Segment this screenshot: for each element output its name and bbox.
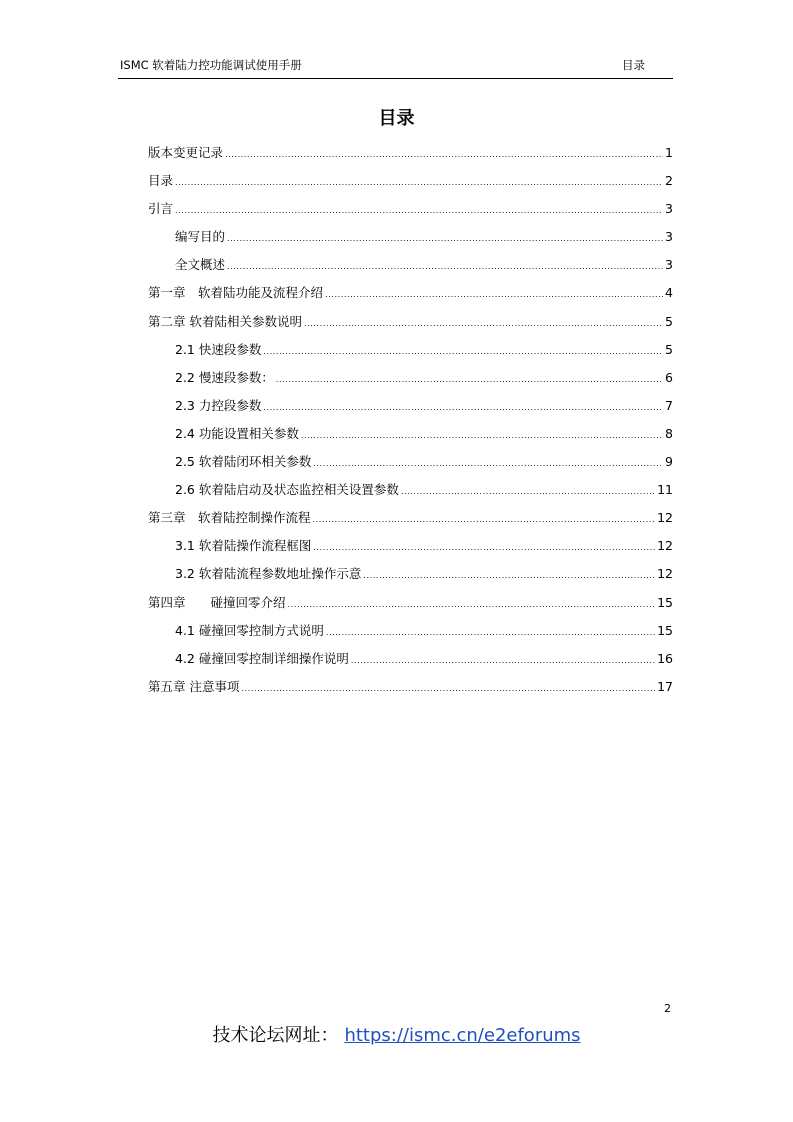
toc-entry[interactable] (148, 621, 673, 649)
toc-entry-label: 第二章 软着陆相关参数说明 (148, 313, 302, 329)
toc-dot-leader (225, 145, 663, 165)
toc-entry-page: 11 (657, 482, 673, 498)
toc-entry-label: 4.1 碰撞回零控制方式说明 (175, 622, 324, 638)
forum-link[interactable]: https://ismc.cn/e2eforums (344, 1025, 581, 1046)
toc-entry-label: 2.3 力控段参数 (175, 397, 262, 413)
toc-dot-leader (227, 229, 663, 249)
toc-dot-leader (313, 454, 663, 474)
toc-entry-page: 8 (665, 425, 673, 441)
toc-entry[interactable] (148, 396, 673, 424)
toc-entry-page: 15 (657, 594, 673, 610)
toc-entry[interactable] (148, 255, 673, 283)
toc-dot-leader (288, 595, 656, 615)
toc-entry[interactable] (148, 536, 673, 564)
toc-entry[interactable] (148, 508, 673, 536)
toc-entry-label: 第四章 碰撞回零介绍 (148, 594, 286, 610)
toc-entry-page: 12 (657, 566, 673, 582)
header-document-title: ISMC 软着陆力控功能调试使用手册 (120, 58, 302, 72)
toc-dot-leader (175, 201, 663, 221)
toc-dot-leader (326, 623, 655, 643)
toc-entry-page: 1 (665, 145, 673, 160)
toc-dot-leader (241, 679, 655, 699)
toc-dot-leader (313, 538, 655, 558)
toc-entry[interactable] (148, 199, 673, 227)
toc-entry-page: 6 (665, 369, 673, 385)
toc-dot-leader (227, 257, 663, 277)
toc-entry[interactable] (148, 312, 673, 340)
toc-entry-label: 第一章 软着陆功能及流程介绍 (148, 285, 324, 301)
toc-entry-page: 16 (657, 650, 673, 666)
toc-entry[interactable] (148, 424, 673, 452)
toc-dot-leader (401, 482, 655, 502)
toc-entry-label: 第五章 注意事项 (148, 678, 240, 694)
toc-entry-page: 9 (665, 454, 673, 470)
footer (0, 1021, 793, 1047)
toc-entry-label: 引言 (148, 201, 174, 217)
toc-entry-page: 5 (665, 313, 673, 329)
toc-dot-leader (351, 651, 655, 671)
toc-entry[interactable] (148, 480, 673, 508)
toc-entry-label: 2.6 软着陆启动及状态监控相关设置参数 (175, 482, 399, 498)
toc-entry[interactable] (148, 171, 673, 199)
toc-entry-page: 3 (665, 229, 673, 245)
toc-entry-label: 3.1 软着陆操作流程框图 (175, 538, 312, 554)
toc-dot-leader (363, 566, 655, 586)
toc-entry-label: 2.1 快速段参数 (175, 341, 262, 357)
page-header (118, 56, 673, 79)
toc-entry-label: 2.2 慢速段参数： (175, 369, 274, 385)
toc-entry-page: 2 (665, 173, 673, 189)
toc-entry-page: 17 (657, 678, 673, 694)
toc-dot-leader (304, 314, 663, 334)
toc-dot-leader (325, 285, 663, 305)
toc-entry-page: 12 (657, 510, 673, 526)
toc-entry-page: 3 (665, 257, 673, 273)
toc-entry-page: 15 (657, 622, 673, 638)
toc-dot-leader (276, 370, 663, 390)
toc-dot-leader (301, 426, 663, 446)
toc-entry[interactable] (148, 143, 673, 171)
toc-entry-label: 全文概述 (175, 257, 226, 273)
toc-entry-label: 编写目的 (175, 229, 226, 245)
footer-label: 技术论坛网址： (212, 1025, 339, 1046)
toc-entry[interactable] (148, 564, 673, 592)
toc-entry-label: 2.4 功能设置相关参数 (175, 425, 299, 441)
toc-entry-page: 5 (665, 341, 673, 357)
toc-dot-leader (263, 342, 663, 362)
toc-dot-leader (313, 510, 656, 530)
header-section-name: 目录 (622, 58, 645, 72)
toc-entry[interactable] (148, 283, 673, 311)
toc-entry-page: 7 (665, 397, 673, 413)
toc-dot-leader (175, 173, 663, 193)
toc-entry-page: 3 (665, 201, 673, 217)
toc-entry[interactable] (148, 677, 673, 705)
toc-entry[interactable] (148, 227, 673, 255)
table-of-contents (148, 143, 673, 705)
toc-entry-label: 版本变更记录 (148, 145, 224, 160)
toc-entry-label: 第三章 软着陆控制操作流程 (148, 510, 311, 526)
toc-dot-leader (263, 398, 663, 418)
toc-entry-label: 3.2 软着陆流程参数地址操作示意 (175, 566, 362, 582)
page-title: 目录 (378, 108, 415, 129)
toc-entry-page: 12 (657, 538, 673, 554)
toc-entry[interactable] (148, 452, 673, 480)
toc-entry-page: 4 (665, 285, 673, 301)
toc-entry[interactable] (148, 593, 673, 621)
toc-entry[interactable] (148, 649, 673, 677)
toc-entry[interactable] (148, 368, 673, 396)
toc-entry-label: 4.2 碰撞回零控制详细操作说明 (175, 650, 349, 666)
page-number: 2 (664, 1002, 671, 1015)
toc-entry[interactable] (148, 340, 673, 368)
toc-entry-label: 2.5 软着陆闭环相关参数 (175, 454, 312, 470)
toc-entry-label: 目录 (148, 173, 174, 189)
